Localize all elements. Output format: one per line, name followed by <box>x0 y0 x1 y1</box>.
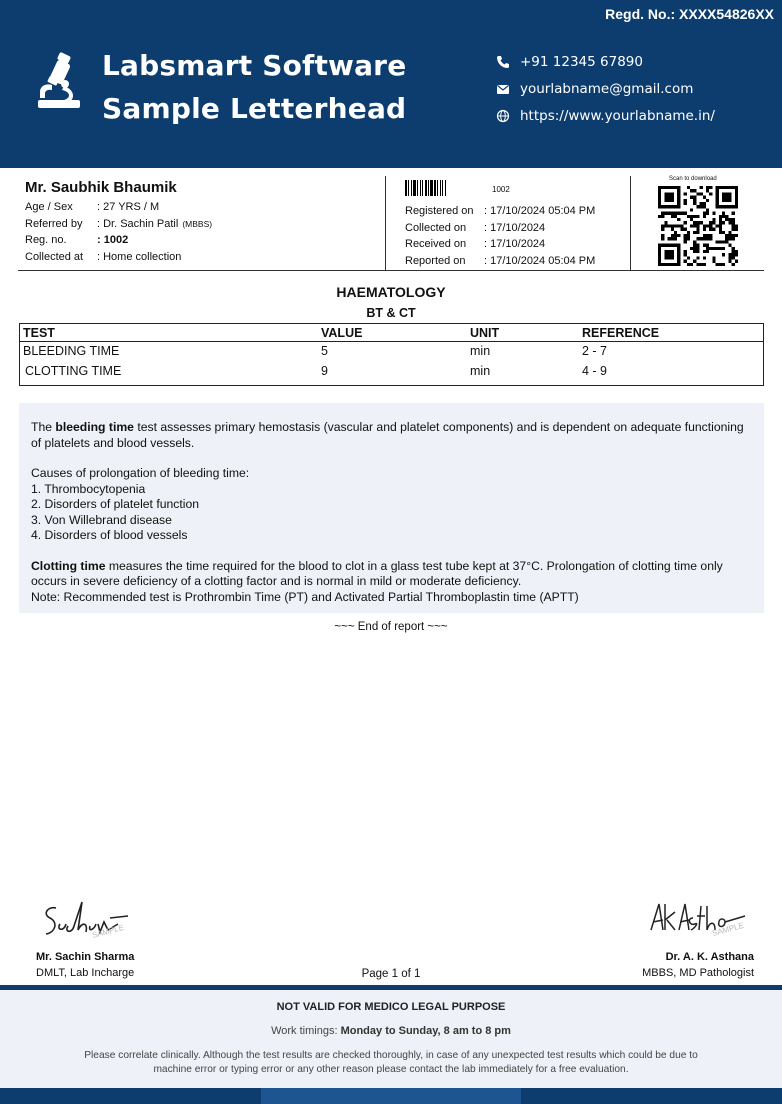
signer-left-name: Mr. Sachin Sharma <box>36 951 135 963</box>
column-header-test: TEST <box>23 326 55 340</box>
column-header-value: VALUE <box>321 326 363 340</box>
email-text: yourlabname@gmail.com <box>520 80 694 97</box>
text-span: test assesses primary hemostasis (vascular and platelet components) and is dependent on adequate functioning of platelets and blood vessels. <box>31 420 744 450</box>
sample-dates <box>405 203 595 269</box>
phone-text: +91 12345 67890 <box>520 53 643 70</box>
test-name-cell: CLOTTING TIME <box>25 364 122 378</box>
contact-email <box>496 75 715 102</box>
contact-block <box>496 48 715 129</box>
collected-at-label: Collected at <box>25 250 84 263</box>
reported-label: Reported on <box>405 254 466 267</box>
lab-name-line2: Sample Letterhead <box>102 92 407 125</box>
bleeding-time-term: bleeding time <box>55 420 134 434</box>
reported-value: : 17/10/2024 05:04 PM <box>484 254 596 267</box>
age-sex-value: : 27 YRS / M <box>97 201 160 214</box>
registered-label: Registered on <box>405 205 474 218</box>
clotting-time-paragraph <box>31 559 752 590</box>
collected-at-row <box>25 249 212 266</box>
column-divider <box>385 176 386 271</box>
signer-right-name: Dr. A. K. Asthana <box>665 951 754 963</box>
reg-value: : 1002 <box>97 234 129 247</box>
causes-title: Causes of prolongation of bleeding time: <box>31 466 250 480</box>
text-span: measures the time required for the blood to clot in a glass test tube kept at 37°C. Prolongation of clotting time only occurs in severe deficiency of a clotting factor and is normal in mild or moderate deficiency. <box>31 558 723 588</box>
patient-name: Mr. Saubhik Bhaumik <box>25 179 177 196</box>
contact-website <box>496 102 715 129</box>
registered-row <box>405 203 595 220</box>
work-timings-label: Work timings: <box>271 1025 341 1037</box>
patient-info <box>25 199 212 265</box>
department-title: HAEMATOLOGY <box>336 284 446 300</box>
footer <box>0 990 782 1088</box>
table-row <box>20 362 763 382</box>
bottom-bar <box>0 1088 782 1104</box>
referred-value: : Dr. Sachin Patil <box>97 217 179 230</box>
lab-name <box>102 44 406 130</box>
collected-value: : 17/10/2024 <box>484 221 546 234</box>
registration-number: Regd. No.: XXXX54826XX <box>605 6 774 22</box>
results-table <box>19 323 764 386</box>
test-value-cell: 5 <box>321 344 328 358</box>
interpretation-notes <box>19 403 764 613</box>
referred-row <box>25 216 212 233</box>
barcode-image <box>405 180 485 196</box>
age-sex-row <box>25 199 212 216</box>
signature-left-image <box>38 896 138 946</box>
collected-row <box>405 220 595 237</box>
letterhead-header <box>0 0 782 168</box>
reg-label: Reg. no. <box>25 234 67 247</box>
not-valid-notice: NOT VALID FOR MEDICO LEGAL PURPOSE <box>276 1001 506 1013</box>
page-number: Page 1 of 1 <box>361 968 421 980</box>
patient-details <box>18 176 764 271</box>
phone-icon <box>496 55 510 69</box>
disclaimer: Please correlate clinically. Although the test results are checked thoroughly, in case of any unexpected test results which could be due to machine error or typing error or any other reason please contact the lab immediately for a free evaluation. <box>84 1050 698 1075</box>
column-header-reference: REFERENCE <box>582 326 660 340</box>
qr-code-image[interactable] <box>658 186 738 266</box>
signature-right-image <box>645 896 755 944</box>
test-name-cell: BLEEDING TIME <box>23 344 120 358</box>
test-unit-cell: min <box>470 364 491 378</box>
cause-item: 4. Disorders of blood vessels <box>31 528 188 542</box>
sample-stamp: SAMPLE <box>91 922 125 940</box>
test-reference-cell: 4 - 9 <box>582 364 608 378</box>
scan-label: Scan to download <box>669 176 717 182</box>
column-header-unit: UNIT <box>470 326 500 340</box>
age-sex-label: Age / Sex <box>25 201 73 214</box>
contact-phone <box>496 48 715 75</box>
text-span: The <box>31 420 56 434</box>
bleeding-time-paragraph <box>31 420 752 451</box>
work-timings-value: Monday to Sunday, 8 am to 8 pm <box>340 1025 511 1037</box>
table-header <box>20 324 763 342</box>
test-reference-cell: 2 - 7 <box>582 344 608 358</box>
reported-row <box>405 253 595 270</box>
bottom-bar-accent <box>261 1088 521 1104</box>
referred-suffix: (MBBS) <box>182 218 213 229</box>
cause-item: 3. Von Willebrand disease <box>31 512 172 527</box>
work-timings <box>0 1025 782 1037</box>
reg-row <box>25 232 212 249</box>
received-label: Received on <box>405 238 467 251</box>
website-text: https://www.yourlabname.in/ <box>520 107 715 124</box>
microscope-icon <box>36 52 82 110</box>
column-divider <box>630 176 631 271</box>
cause-item: 1. Thrombocytopenia <box>31 481 146 496</box>
test-unit-cell: min <box>470 344 491 358</box>
test-group-title: BT & CT <box>366 306 416 320</box>
barcode-number: 1002 <box>492 185 510 194</box>
signer-left-role: DMLT, Lab Incharge <box>36 967 135 979</box>
registered-value: : 17/10/2024 05:04 PM <box>484 205 596 218</box>
table-row <box>20 342 763 362</box>
cause-item: 2. Disorders of platelet function <box>31 497 200 511</box>
referred-label: Referred by <box>25 217 83 230</box>
mail-icon <box>496 82 510 96</box>
received-row <box>405 236 595 253</box>
recommendation-note: Note: Recommended test is Prothrombin Time (PT) and Activated Partial Thromboplastin time (APTT) <box>31 589 579 604</box>
collected-label: Collected on <box>405 221 467 234</box>
globe-icon <box>496 109 510 123</box>
clotting-time-term: Clotting time <box>31 558 106 573</box>
end-of-report: ~~~ End of report ~~~ <box>334 621 448 633</box>
lab-name-line1: Labsmart Software <box>102 49 407 82</box>
collected-at-value: : Home collection <box>97 250 182 263</box>
received-value: : 17/10/2024 <box>484 238 546 251</box>
sample-stamp: SAMPLE <box>711 920 745 938</box>
test-value-cell: 9 <box>321 364 328 378</box>
signer-right-role: MBBS, MD Pathologist <box>642 967 754 979</box>
